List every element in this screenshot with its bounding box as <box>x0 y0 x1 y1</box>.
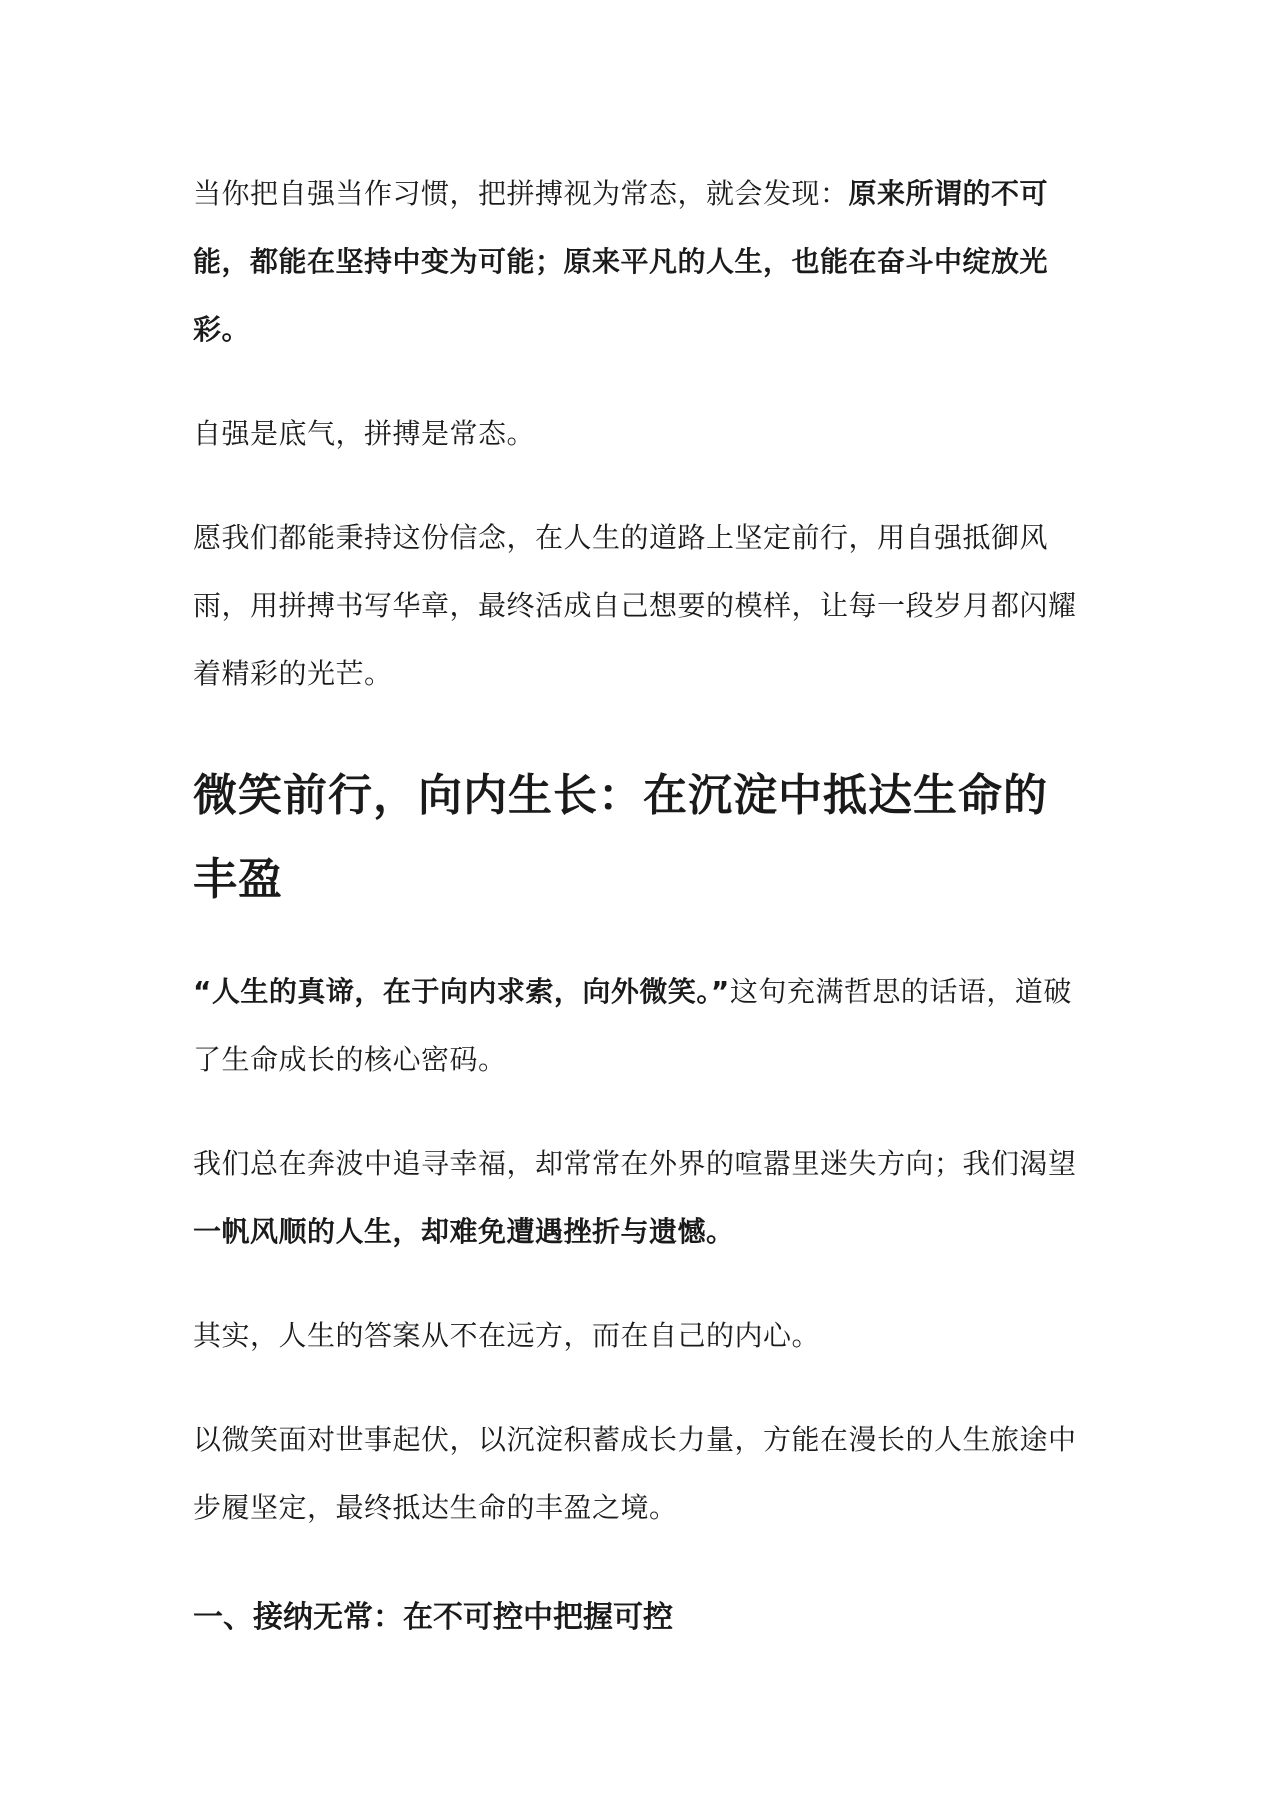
paragraph-5 <box>193 1130 1088 1266</box>
paragraph-5-text: 我们总在奔波中追寻幸福，却常常在外界的喧嚣里迷失方向；我们渴望 <box>193 1147 1077 1180</box>
paragraph-7: 以微笑面对世事起伏，以沉淀积蓄成长力量，方能在漫长的人生旅途中步履坚定，最终抵达生命的丰盈之境。 <box>193 1423 1077 1524</box>
paragraph-1 <box>193 160 1088 364</box>
quote-bold-text: “人生的真谛，在于向内求索，向外微笑。” <box>193 975 730 1008</box>
paragraph-4 <box>193 958 1088 1094</box>
paragraph-6: 其实，人生的答案从不在远方，而在自己的内心。 <box>193 1319 821 1352</box>
subsection-heading: 一、接纳无常：在不可控中把握可控 <box>193 1600 673 1635</box>
paragraph-3: 愿我们都能秉持这份信念，在人生的道路上坚定前行，用自强抵御风雨，用拼搏书写华章，最终活成自己想要的模样，让每一段岁月都闪耀着精彩的光芒。 <box>193 521 1077 690</box>
section-heading: 微笑前行，向内生长：在沉淀中抵达生命的丰盈 <box>193 770 1048 905</box>
paragraph-1-text: 当你把自强当作习惯，把拼搏视为常态，就会发现： <box>193 177 849 210</box>
paragraph-1-bold-text: 原来所谓的不可能，都能在坚持中变为可能；原来平凡的人生，也能在奋斗中绽放光彩。 <box>193 177 1049 346</box>
paragraph-5-bold-text: 一帆风顺的人生，却难免遭遇挫折与遗憾。 <box>193 1215 735 1248</box>
paragraph-4-text: 这句充满哲思的话语，道破了生命成长的核心密码。 <box>193 975 1072 1076</box>
paragraph-2: 自强是底气，拼搏是常态。 <box>193 417 536 450</box>
document-page <box>193 160 1088 1652</box>
